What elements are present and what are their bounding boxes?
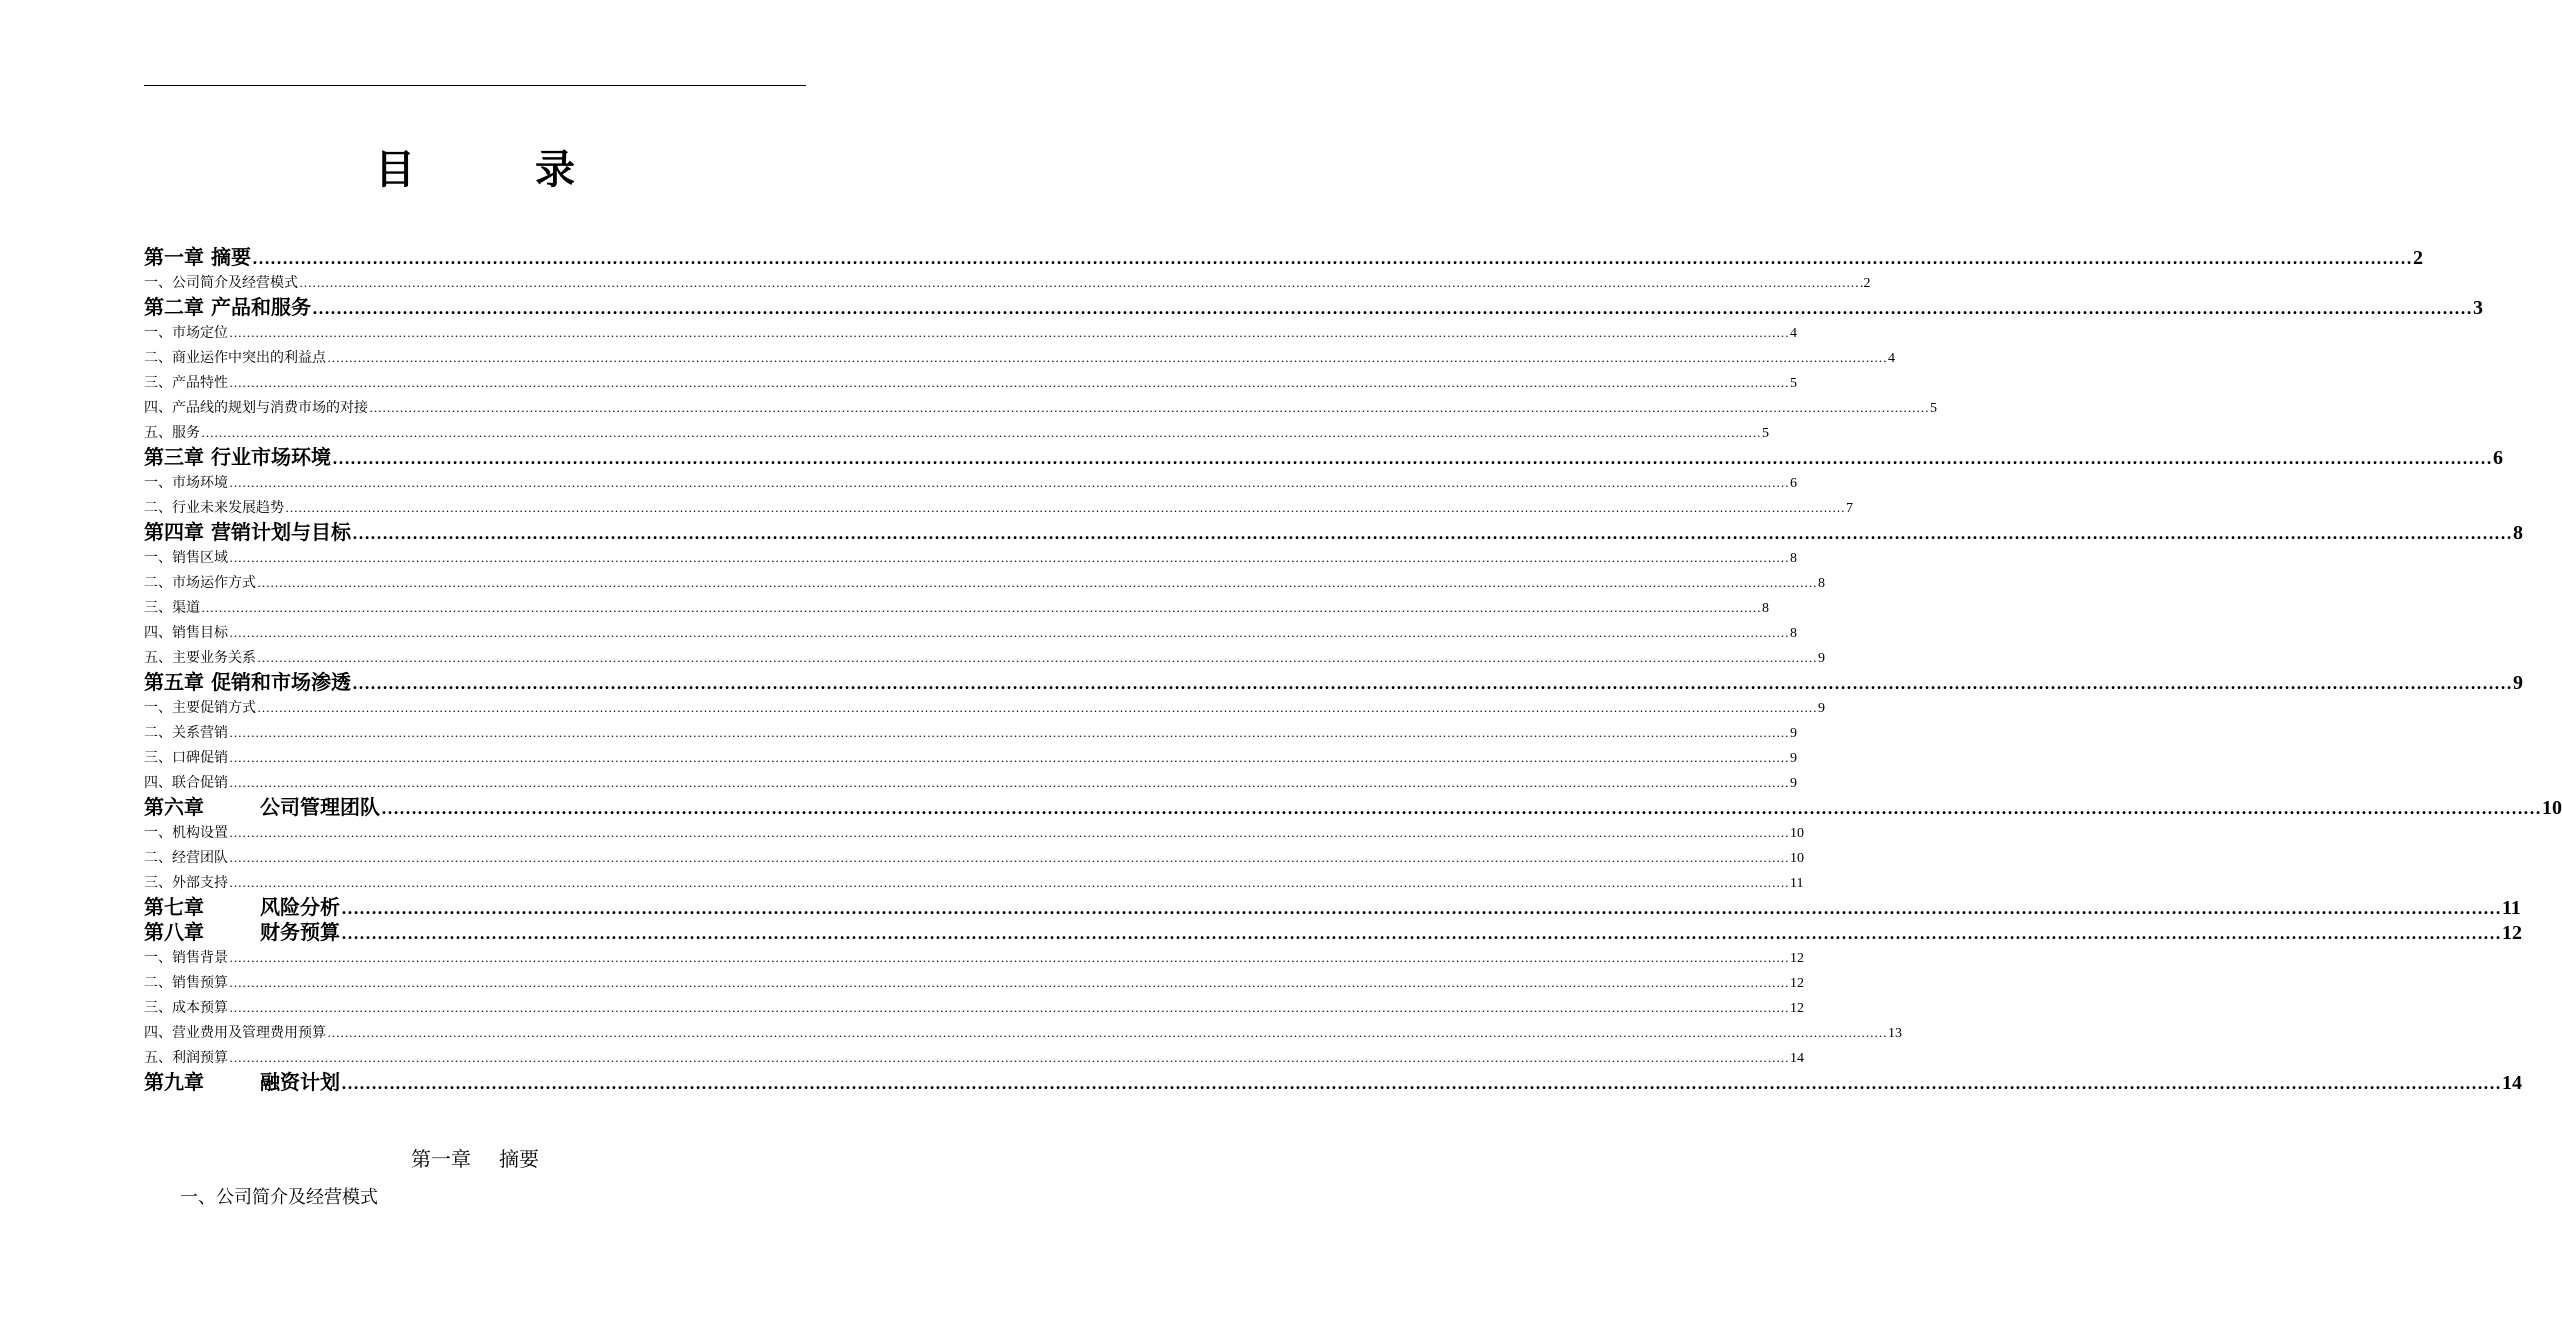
toc-leader-dots: ………………………………………………………………………………………………………………………………………………………………………………………………………………………………………………………………………………………………………………………………	[229, 975, 1789, 990]
toc-leader-dots: ………………………………………………………………………………………………………………………………………………………………………………………………………………………………………………………………………………………………………………………………	[285, 500, 1845, 515]
table-of-contents	[144, 245, 2562, 1095]
toc-entry-label: 第一章 摘要	[144, 245, 251, 269]
toc-section-entry[interactable]	[144, 870, 1804, 895]
toc-entry-label: 一、主要促销方式	[144, 700, 256, 716]
toc-leader-dots: ………………………………………………………………………………………………………………………………………………………………………………………………………………………………………………………………………………………………………………………………	[229, 625, 1789, 640]
toc-leader-dots: ………………………………………………………………………………………………………………………………………………………………………………………………………………………………………………………………………………………………………………………………	[327, 350, 1887, 365]
toc-section-entry[interactable]	[144, 770, 1797, 795]
toc-page-number: 12	[1790, 1001, 1804, 1016]
toc-leader-dots: ………………………………………………………………………………………………………………………………………………………………………………………………………………………………………………………………………………………………………………………………	[331, 448, 2492, 468]
toc-entry-label	[144, 920, 340, 945]
toc-leader-dots: ………………………………………………………………………………………………………………………………………………………………………………………………………………………………………………………………………………………………………………………………	[229, 1000, 1789, 1015]
toc-leader-dots: ………………………………………………………………………………………………………………………………………………………………………………………………………………………………………………………………………………………………………………………………	[201, 600, 1761, 615]
toc-chapter-entry[interactable]	[144, 920, 2522, 945]
toc-entry-label: 一、市场环境	[144, 475, 228, 491]
toc-page-number: .2	[1860, 276, 1871, 291]
toc-page-number: 9	[1790, 726, 1797, 741]
toc-page-number: 12	[1790, 951, 1804, 966]
toc-entry-label: 一、市场定位	[144, 325, 228, 341]
toc-entry-label: 第二章 产品和服务	[144, 295, 311, 319]
toc-chapter-number: 第六章	[144, 795, 204, 819]
toc-section-entry[interactable]	[144, 820, 1804, 845]
toc-page-number: 10	[1790, 851, 1804, 866]
toc-chapter-entry[interactable]	[144, 295, 2483, 320]
toc-chapter-entry[interactable]	[144, 795, 2562, 820]
toc-page-number: 8	[2512, 522, 2523, 544]
toc-section-entry[interactable]	[144, 970, 1804, 995]
toc-leader-dots: ………………………………………………………………………………………………………………………………………………………………………………………………………………………………………………………………………………………………………………………………	[341, 1073, 2501, 1093]
toc-entry-label: 二、商业运作中突出的利益点	[144, 350, 326, 366]
toc-chapter-number: 第九章	[144, 1070, 204, 1094]
toc-page-number: 6	[1790, 476, 1797, 491]
toc-leader-dots: ………………………………………………………………………………………………………………………………………………………………………………………………………………………………………………………………………………………………………………………………	[229, 875, 1789, 890]
toc-section-entry[interactable]	[144, 995, 1804, 1020]
toc-leader-dots: ………………………………………………………………………………………………………………………………………………………………………………………………………………………………………………………………………………………………………………………………	[229, 475, 1789, 490]
toc-entry-label: 一、机构设置	[144, 825, 228, 841]
toc-chapter-title: 风险分析	[260, 895, 340, 919]
toc-page-number: 8	[1818, 576, 1825, 591]
toc-section-entry[interactable]	[144, 620, 1797, 645]
toc-chapter-entry[interactable]	[144, 520, 2523, 545]
toc-entry-label: 一、销售区域	[144, 550, 228, 566]
toc-leader-dots: ………………………………………………………………………………………………………………………………………………………………………………………………………………………………………………………………………………………………………………………………	[257, 575, 1817, 590]
toc-entry-label: 二、关系营销	[144, 725, 228, 741]
toc-entry-label	[144, 1070, 340, 1095]
toc-entry-label: 一、公司简介及经营模式	[144, 275, 298, 291]
toc-section-entry[interactable]	[144, 720, 1797, 745]
toc-entry-label: 二、经营团队	[144, 850, 228, 866]
toc-page-number: 8	[1762, 601, 1769, 616]
toc-leader-dots: ………………………………………………………………………………………………………………………………………………………………………………………………………………………………………………………………………………………………………………………………	[229, 1050, 1789, 1065]
toc-section-entry[interactable]	[144, 395, 1937, 420]
toc-entry-label: 五、服务	[144, 425, 200, 441]
toc-title: 目 录	[375, 147, 615, 193]
toc-section-entry[interactable]	[144, 745, 1797, 770]
toc-entry-label: 二、市场运作方式	[144, 575, 256, 591]
chapter-title: 摘要	[499, 1147, 539, 1171]
toc-page-number: 8	[1790, 626, 1797, 641]
toc-leader-dots: ………………………………………………………………………………………………………………………………………………………………………………………………………………………………………………………………………………………………………………………………	[229, 850, 1789, 865]
toc-section-entry[interactable]	[144, 470, 1797, 495]
toc-page-number: 9	[1818, 701, 1825, 716]
toc-leader-dots: ………………………………………………………………………………………………………………………………………………………………………………………………………………………………………………………………………………………………………………………………	[311, 298, 2472, 318]
toc-section-entry[interactable]	[144, 270, 1871, 295]
toc-leader-dots: ………………………………………………………………………………………………………………………………………………………………………………………………………………………………………………………………………………………………………………………………	[351, 673, 2512, 693]
toc-page-number: 5	[1790, 376, 1797, 391]
toc-page-number: 11	[2502, 897, 2521, 919]
toc-entry-label: 三、成本预算	[144, 1000, 228, 1016]
toc-leader-dots: ………………………………………………………………………………………………………………………………………………………………………………………………………………………………………………………………………………………………………………………………	[201, 425, 1761, 440]
toc-page-number: 6	[2492, 447, 2503, 469]
toc-chapter-entry[interactable]	[144, 670, 2523, 695]
toc-leader-dots: ………………………………………………………………………………………………………………………………………………………………………………………………………………………………………………………………………………………………………………………………	[229, 825, 1789, 840]
toc-page-number: 2	[2412, 247, 2423, 269]
toc-chapter-entry[interactable]	[144, 245, 2423, 270]
toc-leader-dots: ………………………………………………………………………………………………………………………………………………………………………………………………………………………………………………………………………………………………………………………………	[299, 275, 1859, 290]
section-heading: 一、公司简介及经营模式	[180, 1187, 378, 1208]
toc-section-entry[interactable]	[144, 570, 1825, 595]
toc-section-entry[interactable]	[144, 845, 1804, 870]
toc-entry-label: 二、销售预算	[144, 975, 228, 991]
toc-chapter-title: 公司管理团队	[260, 795, 380, 819]
toc-leader-dots: ………………………………………………………………………………………………………………………………………………………………………………………………………………………………………………………………………………………………………………………………	[327, 1025, 1887, 1040]
toc-section-entry[interactable]	[144, 1020, 1902, 1045]
toc-page-number: 10	[2542, 797, 2562, 819]
toc-leader-dots: ………………………………………………………………………………………………………………………………………………………………………………………………………………………………………………………………………………………………………………………………	[229, 325, 1789, 340]
toc-page-number: 14	[2502, 1072, 2522, 1094]
toc-leader-dots: ………………………………………………………………………………………………………………………………………………………………………………………………………………………………………………………………………………………………………………………………	[381, 798, 2541, 818]
toc-leader-dots: ………………………………………………………………………………………………………………………………………………………………………………………………………………………………………………………………………………………………………………………………	[257, 650, 1817, 665]
toc-page-number: 11	[1790, 876, 1804, 891]
toc-chapter-number: 第八章	[144, 920, 204, 944]
toc-entry-label	[144, 795, 380, 820]
toc-page-number: 4	[1790, 326, 1797, 341]
toc-section-entry[interactable]	[144, 545, 1797, 570]
toc-page-number: 9	[1818, 651, 1825, 666]
toc-entry-label: 第三章 行业市场环境	[144, 445, 331, 469]
toc-chapter-entry[interactable]	[144, 1070, 2522, 1095]
toc-page-number: 5	[1930, 401, 1937, 416]
toc-page-number: 10	[1790, 826, 1804, 841]
toc-page-number: 9	[2512, 672, 2523, 694]
toc-section-entry[interactable]	[144, 420, 1769, 445]
toc-section-entry[interactable]	[144, 345, 1895, 370]
toc-entry-label: 四、产品线的规划与消费市场的对接	[144, 400, 368, 416]
toc-chapter-title: 融资计划	[260, 1070, 340, 1094]
toc-page-number: 7	[1846, 501, 1853, 516]
toc-chapter-number: 第七章	[144, 895, 204, 919]
toc-page-number: 4	[1888, 351, 1895, 366]
toc-leader-dots: ………………………………………………………………………………………………………………………………………………………………………………………………………………………………………………………………………………………………………………………………	[229, 550, 1789, 565]
toc-section-entry[interactable]	[144, 945, 1804, 970]
toc-entry-label: 一、销售背景	[144, 950, 228, 966]
toc-leader-dots: ………………………………………………………………………………………………………………………………………………………………………………………………………………………………………………………………………………………………………………………………	[369, 400, 1929, 415]
toc-entry-label	[144, 895, 340, 920]
toc-entry-label: 第四章 营销计划与目标	[144, 520, 351, 544]
header-rule	[144, 85, 806, 86]
toc-section-entry[interactable]	[144, 320, 1797, 345]
toc-entry-label: 四、销售目标	[144, 625, 228, 641]
chapter-number: 第一章	[411, 1147, 471, 1171]
toc-leader-dots: ………………………………………………………………………………………………………………………………………………………………………………………………………………………………………………………………………………………………………………………………	[229, 375, 1789, 390]
toc-page-number: 5	[1762, 426, 1769, 441]
toc-chapter-title: 财务预算	[260, 920, 340, 944]
toc-entry-label: 四、联合促销	[144, 775, 228, 791]
toc-section-entry[interactable]	[144, 595, 1769, 620]
toc-page-number: 12	[2502, 922, 2522, 944]
toc-entry-label: 三、渠道	[144, 600, 200, 616]
toc-page-number: 9	[1790, 751, 1797, 766]
toc-leader-dots: ………………………………………………………………………………………………………………………………………………………………………………………………………………………………………………………………………………………………………………………………	[251, 248, 2412, 268]
toc-leader-dots: ………………………………………………………………………………………………………………………………………………………………………………………………………………………………………………………………………………………………………………………………	[341, 923, 2501, 943]
toc-leader-dots: ………………………………………………………………………………………………………………………………………………………………………………………………………………………………………………………………………………………………………………………………	[229, 775, 1789, 790]
toc-chapter-entry[interactable]	[144, 895, 2521, 920]
toc-entry-label: 三、产品特性	[144, 375, 228, 391]
toc-section-entry[interactable]	[144, 1045, 1804, 1070]
chapter-heading	[0, 1143, 950, 1172]
toc-page-number: 3	[2472, 297, 2483, 319]
toc-page-number: 13	[1888, 1026, 1902, 1041]
toc-page-number: 12	[1790, 976, 1804, 991]
toc-leader-dots: ………………………………………………………………………………………………………………………………………………………………………………………………………………………………………………………………………………………………………………………………	[229, 725, 1789, 740]
toc-section-entry[interactable]	[144, 370, 1797, 395]
toc-section-entry[interactable]	[144, 695, 1825, 720]
toc-section-entry[interactable]	[144, 645, 1825, 670]
toc-leader-dots: ………………………………………………………………………………………………………………………………………………………………………………………………………………………………………………………………………………………………………………………………	[341, 898, 2501, 918]
toc-entry-label: 四、营业费用及管理费用预算	[144, 1025, 326, 1041]
toc-section-entry[interactable]	[144, 495, 1853, 520]
toc-page-number: 9	[1790, 776, 1797, 791]
toc-entry-label: 三、口碑促销	[144, 750, 228, 766]
toc-leader-dots: ………………………………………………………………………………………………………………………………………………………………………………………………………………………………………………………………………………………………………………………………	[351, 523, 2512, 543]
toc-leader-dots: ………………………………………………………………………………………………………………………………………………………………………………………………………………………………………………………………………………………………………………………………	[257, 700, 1817, 715]
toc-leader-dots: ………………………………………………………………………………………………………………………………………………………………………………………………………………………………………………………………………………………………………………………………	[229, 950, 1789, 965]
toc-page-number: 8	[1790, 551, 1797, 566]
toc-leader-dots: ………………………………………………………………………………………………………………………………………………………………………………………………………………………………………………………………………………………………………………………………	[229, 750, 1789, 765]
toc-entry-label: 二、行业未来发展趋势	[144, 500, 284, 516]
toc-entry-label: 三、外部支持	[144, 875, 228, 891]
toc-page-number: 14	[1790, 1051, 1804, 1066]
toc-entry-label: 五、主要业务关系	[144, 650, 256, 666]
toc-chapter-entry[interactable]	[144, 445, 2503, 470]
toc-entry-label: 第五章 促销和市场渗透	[144, 670, 351, 694]
toc-entry-label: 五、利润预算	[144, 1050, 228, 1066]
